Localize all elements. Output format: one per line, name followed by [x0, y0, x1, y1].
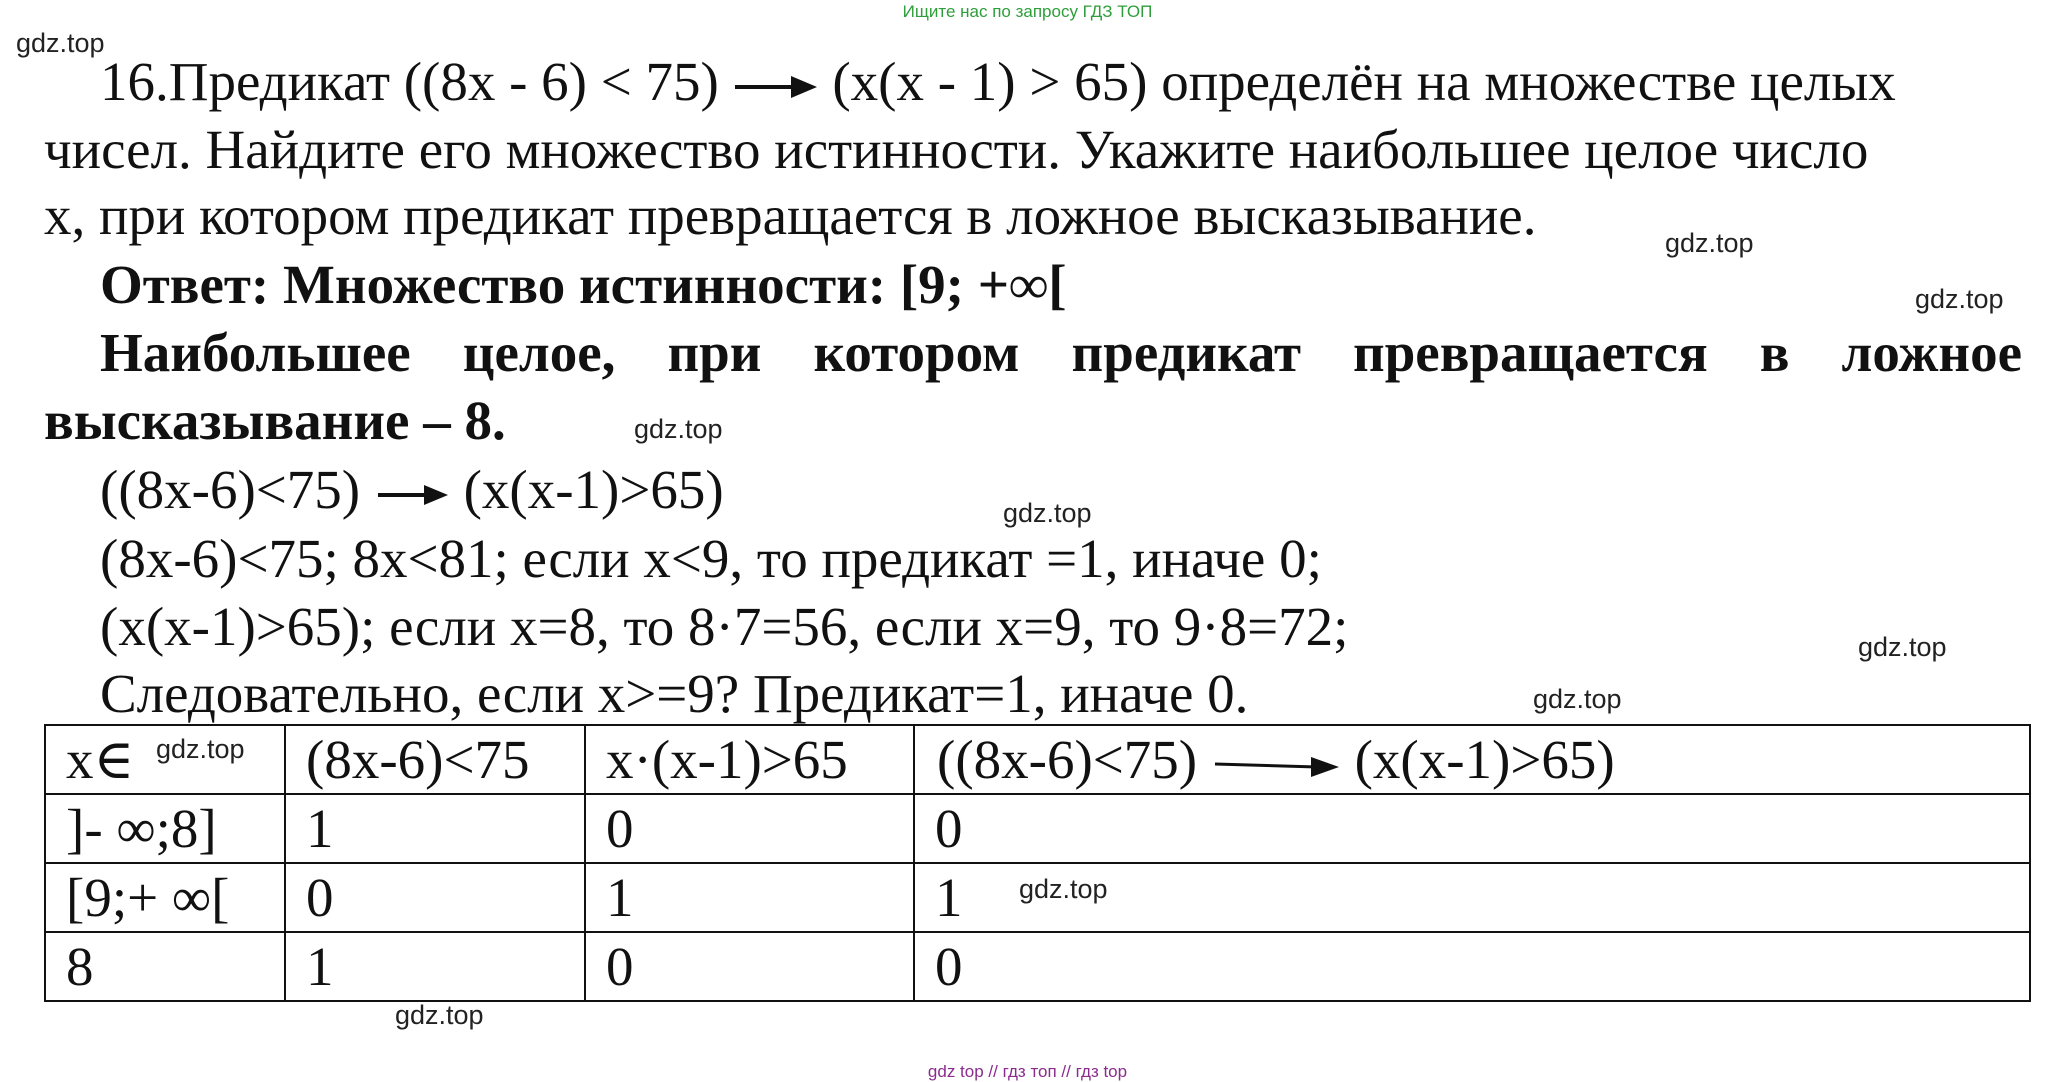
watermark: gdz.top [634, 414, 723, 444]
search-hint-link[interactable]: Ищите нас по запросу ГДЗ ТОП [902, 2, 1153, 21]
solution-line-1 [100, 460, 724, 520]
table-cell: 8 [45, 932, 285, 1001]
table-row [45, 932, 2030, 1001]
watermark: gdz.top [1003, 498, 1092, 528]
table-cell: 0 [914, 794, 2030, 863]
solution-line-3: (x(x-1)>65); если x=8, то 8·7=56, если x=9, то 9·8=72; [100, 596, 1349, 657]
watermark: gdz.top [395, 1000, 484, 1030]
answer-largest-false-line-2: высказывание – 8. [44, 390, 506, 451]
implication-arrow-icon [374, 480, 450, 510]
table-header-predicate-left: ((8x-6)<75) [937, 728, 1198, 790]
table-cell: [9;+ ∞[ [45, 863, 285, 932]
table-header-cell: x·(x-1)>65 [585, 725, 914, 794]
table-cell: 1 [285, 794, 585, 863]
answer-truth-set: Ответ: Множество истинности: [9; +∞[ [100, 254, 1067, 315]
watermark: gdz.top [1858, 632, 1947, 662]
solution-line-2: (8x-6)<75; 8x<81; если x<9, то предикат =1, иначе 0; [100, 528, 1322, 589]
table-header-cell: x∈ [45, 725, 285, 794]
table-header-cell: (8x-6)<75 [285, 725, 585, 794]
solution-line-4: Следовательно, если x>=9? Предикат=1, иначе 0. [100, 663, 1249, 724]
table-cell: 1 [914, 863, 2030, 932]
problem-line-3: x, при котором предикат превращается в ложное высказывание. [44, 185, 1537, 246]
implication-arrow-icon [1211, 750, 1341, 780]
problem-line-1 [100, 52, 1896, 112]
implication-arrow-icon [733, 72, 819, 102]
watermark: gdz.top [1665, 228, 1754, 258]
footer-links[interactable]: gdz top // гдз топ // гдз top [927, 1062, 1128, 1081]
solution-predicate-right: (x(x-1)>65) [463, 459, 724, 520]
problem-predicate-left: 16.Предикат ((8x - 6) < 75) [100, 51, 719, 112]
table-cell: 0 [585, 932, 914, 1001]
watermark: gdz.top [1533, 684, 1622, 714]
table-cell: 1 [585, 863, 914, 932]
problem-line-2: чисел. Найдите его множество истинности. Укажите наибольшее целое число [44, 119, 1869, 180]
problem-predicate-right: (x(x - 1) > 65) определён на множестве целых [832, 51, 1896, 112]
table-cell: 0 [585, 794, 914, 863]
table-row [45, 794, 2030, 863]
watermark: gdz.top [1019, 874, 1108, 904]
table-header-implication-cell [914, 725, 2030, 794]
watermark: gdz.top [16, 28, 105, 58]
table-header-predicate-right: (x(x-1)>65) [1354, 728, 1615, 790]
truth-table [44, 724, 2031, 1002]
table-header-row [45, 725, 2030, 794]
watermark: gdz.top [1915, 284, 2004, 314]
table-cell: 1 [285, 932, 585, 1001]
answer-largest-false-line-1: Наибольшее целое, при котором предикат превращается в ложное [100, 322, 2022, 383]
solution-predicate-left: ((8x-6)<75) [100, 459, 361, 520]
watermark: gdz.top [156, 734, 245, 764]
table-cell: ]- ∞;8] [45, 794, 285, 863]
table-cell: 0 [914, 932, 2030, 1001]
table-cell: 0 [285, 863, 585, 932]
